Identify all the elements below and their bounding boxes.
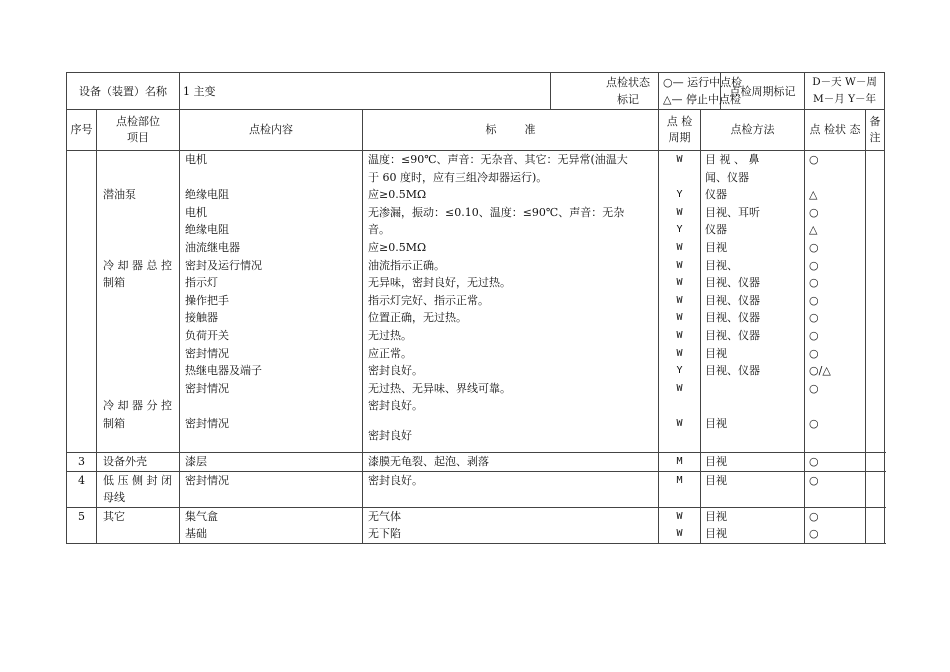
status-item: ○ — [809, 258, 819, 272]
content-item: 指示灯 — [185, 276, 218, 290]
table-row — [67, 507, 885, 543]
col-status: 点 检状 态 — [805, 110, 866, 151]
method-item: 目视、 — [705, 258, 739, 272]
standard-item: 应≥0.5MΩ — [368, 188, 427, 202]
method-item: 目 视 、 鼻 — [705, 153, 760, 166]
status-item: ○ — [809, 276, 819, 290]
remark-cell — [866, 453, 885, 472]
cycle-item: W — [676, 347, 683, 359]
method-item: 仪器 — [705, 223, 728, 237]
standard-item: 无过热。 — [368, 328, 412, 342]
col-method: 点检方法 — [701, 110, 805, 151]
part-cell — [97, 471, 180, 507]
content-item: 操作把手 — [185, 293, 229, 307]
status-cell: ○ — [805, 471, 866, 507]
method-item: 目视、仪器 — [705, 328, 761, 342]
part-label: 潜油泵 — [103, 188, 136, 202]
cycle-item: W — [676, 294, 683, 306]
cycle-item: Y — [676, 224, 683, 236]
method-item: 目视 — [705, 416, 728, 430]
cycle-item: W — [676, 528, 683, 540]
cycle-item: W — [676, 154, 683, 165]
content-item: 密封及运行情况 — [185, 258, 262, 272]
method-cell — [701, 507, 805, 543]
seq-cell: 3 — [67, 453, 97, 472]
cycle-item: W — [676, 382, 683, 394]
remark-cell — [866, 507, 885, 543]
standard-item: 无气体 — [368, 509, 401, 523]
part-label: 冷 却 器 总 控 — [103, 258, 172, 272]
status-item: ○ — [809, 527, 819, 541]
cycle-item: Y — [676, 189, 683, 201]
content-item: 热继电器及端子 — [185, 364, 262, 378]
standard-cell: 漆膜无龟裂、起泡、剥落 — [363, 453, 659, 472]
content-item: 基础 — [185, 527, 207, 541]
col-remark: 备 注 — [866, 110, 885, 151]
content-item: 绝缘电阻 — [185, 188, 229, 202]
part-label: 低 压 侧 封 闭 — [103, 473, 172, 487]
cycle-item: W — [676, 329, 683, 341]
content-cell: 漆层 — [180, 453, 363, 472]
content-item: 负荷开关 — [185, 328, 229, 342]
col-part: 点检部位项目 — [97, 110, 180, 151]
method-item: 目视 — [705, 509, 728, 523]
status-item: ○ — [809, 346, 819, 360]
status-item: ○ — [809, 311, 819, 325]
part-cell — [97, 151, 180, 453]
cycle-cell — [659, 151, 701, 453]
status-item: ○ — [809, 509, 819, 523]
status-item: ○ — [809, 205, 819, 219]
header-row — [67, 73, 885, 110]
status-item: ○ — [809, 293, 819, 307]
method-item: 目视、仪器 — [705, 276, 761, 290]
cycle-item: W — [676, 417, 683, 429]
standard-item: 指示灯完好、指示正常。 — [368, 293, 489, 307]
cycle-legend: D－天 W－周 M－月 Y－年 — [805, 73, 885, 110]
col-seq: 序号 — [67, 110, 97, 151]
col-standard: 标 准 — [363, 110, 659, 151]
cycle-cell: M — [659, 471, 701, 507]
content-item: 密封情况 — [185, 416, 229, 430]
status-cell: ○ — [805, 453, 866, 472]
seq-cell: 4 — [67, 471, 97, 507]
content-item: 油流继电器 — [185, 240, 240, 254]
status-item: ○/△ — [809, 364, 831, 378]
part-label: 制箱 — [103, 416, 125, 430]
cycle-mark-label: 点检周期标记 — [721, 73, 805, 110]
standard-item: 密封良好。 — [368, 399, 423, 413]
standard-item: 密封良好 — [368, 428, 412, 442]
standard-item: 密封良好。 — [368, 364, 423, 378]
legend-running: ○— 运行中点检 — [663, 76, 743, 89]
status-cell — [805, 507, 866, 543]
content-item: 绝缘电阻 — [185, 223, 229, 237]
method-cell: 目视 — [701, 471, 805, 507]
method-item: 目视、耳听 — [705, 205, 761, 219]
cycle-cell — [659, 507, 701, 543]
status-mark-label: 点检状态标记 — [551, 73, 659, 110]
content-cell — [180, 151, 363, 453]
standard-item: 位置正确，无过热。 — [368, 311, 467, 325]
cycle-item: W — [676, 241, 683, 253]
standard-item: 应正常。 — [368, 346, 412, 360]
method-item: 目视 — [705, 527, 728, 541]
equipment-label: 设备（装置）名称 — [67, 73, 180, 110]
status-item: ○ — [809, 153, 819, 166]
standard-cell: 密封良好。 — [363, 471, 659, 507]
part-label: 制箱 — [103, 276, 125, 290]
method-cell — [701, 151, 805, 453]
part-label: 母线 — [103, 491, 125, 505]
part-label: 冷 却 器 分 控 — [103, 399, 172, 413]
seq-cell — [67, 151, 97, 453]
status-item: △ — [809, 223, 818, 237]
col-content: 点检内容 — [180, 110, 363, 151]
standard-item: 温度：≤90℃、声音：无杂音、其它：无异常(油温大 — [368, 153, 628, 166]
method-item: 目视 — [705, 240, 728, 254]
content-item: 密封情况 — [185, 381, 229, 395]
legend-stopped: △— 停止中点检 — [663, 93, 741, 106]
cycle-item: W — [676, 312, 683, 324]
status-item: ○ — [809, 328, 819, 342]
cycle-item: W — [676, 206, 683, 218]
standard-item: 无异味，密封良好，无过热。 — [368, 276, 511, 290]
content-item: 接触器 — [185, 311, 218, 325]
standard-item: 油流指示正确。 — [368, 258, 445, 272]
part-cell: 其它 — [97, 507, 180, 543]
remark-cell — [866, 471, 885, 507]
inspection-sheet — [66, 72, 884, 544]
table-row — [67, 471, 885, 507]
status-legend — [659, 73, 743, 110]
status-item: ○ — [809, 240, 819, 254]
method-item: 目视、仪器 — [705, 364, 761, 378]
table-row — [67, 151, 885, 453]
cycle-item: W — [676, 259, 683, 271]
status-cell — [805, 151, 866, 453]
content-cell — [180, 507, 363, 543]
method-item: 目视、仪器 — [705, 311, 761, 325]
table-row — [67, 453, 885, 472]
method-cell: 目视 — [701, 453, 805, 472]
method-item: 仪器 — [705, 188, 728, 202]
status-item: ○ — [809, 381, 819, 395]
column-header-row — [67, 110, 885, 151]
cycle-item: W — [676, 510, 683, 522]
content-cell: 密封情况 — [180, 471, 363, 507]
equipment-value: 1 主变 — [180, 73, 551, 110]
standard-item: 无下陷 — [368, 527, 401, 541]
status-item: ○ — [809, 416, 819, 430]
standard-item: 于 60 度时，应有三组冷却器运行)。 — [368, 170, 548, 184]
col-cycle: 点 检周期 — [659, 110, 701, 151]
remark-cell — [866, 151, 885, 453]
method-item: 目视、仪器 — [705, 293, 761, 307]
inspection-table — [66, 72, 885, 544]
standard-cell — [363, 151, 659, 453]
content-item: 电机 — [185, 153, 207, 166]
method-item: 目视 — [705, 346, 728, 360]
cycle-cell: M — [659, 453, 701, 472]
standard-item: 应≥0.5MΩ — [368, 240, 427, 254]
status-item: △ — [809, 188, 818, 202]
method-item: 闻、仪器 — [705, 170, 750, 184]
content-item: 集气盒 — [185, 509, 218, 523]
standard-cell — [363, 507, 659, 543]
cycle-item: W — [676, 277, 683, 289]
standard-item: 无过热、无异味、界线可靠。 — [368, 381, 511, 395]
standard-item: 音。 — [368, 223, 390, 237]
seq-cell: 5 — [67, 507, 97, 543]
part-cell: 设备外壳 — [97, 453, 180, 472]
content-item: 电机 — [185, 205, 207, 219]
cycle-item: Y — [676, 365, 683, 377]
standard-item: 无渗漏，振动：≤0.10、温度：≤90℃、声音：无杂 — [368, 205, 625, 219]
content-item: 密封情况 — [185, 346, 229, 360]
